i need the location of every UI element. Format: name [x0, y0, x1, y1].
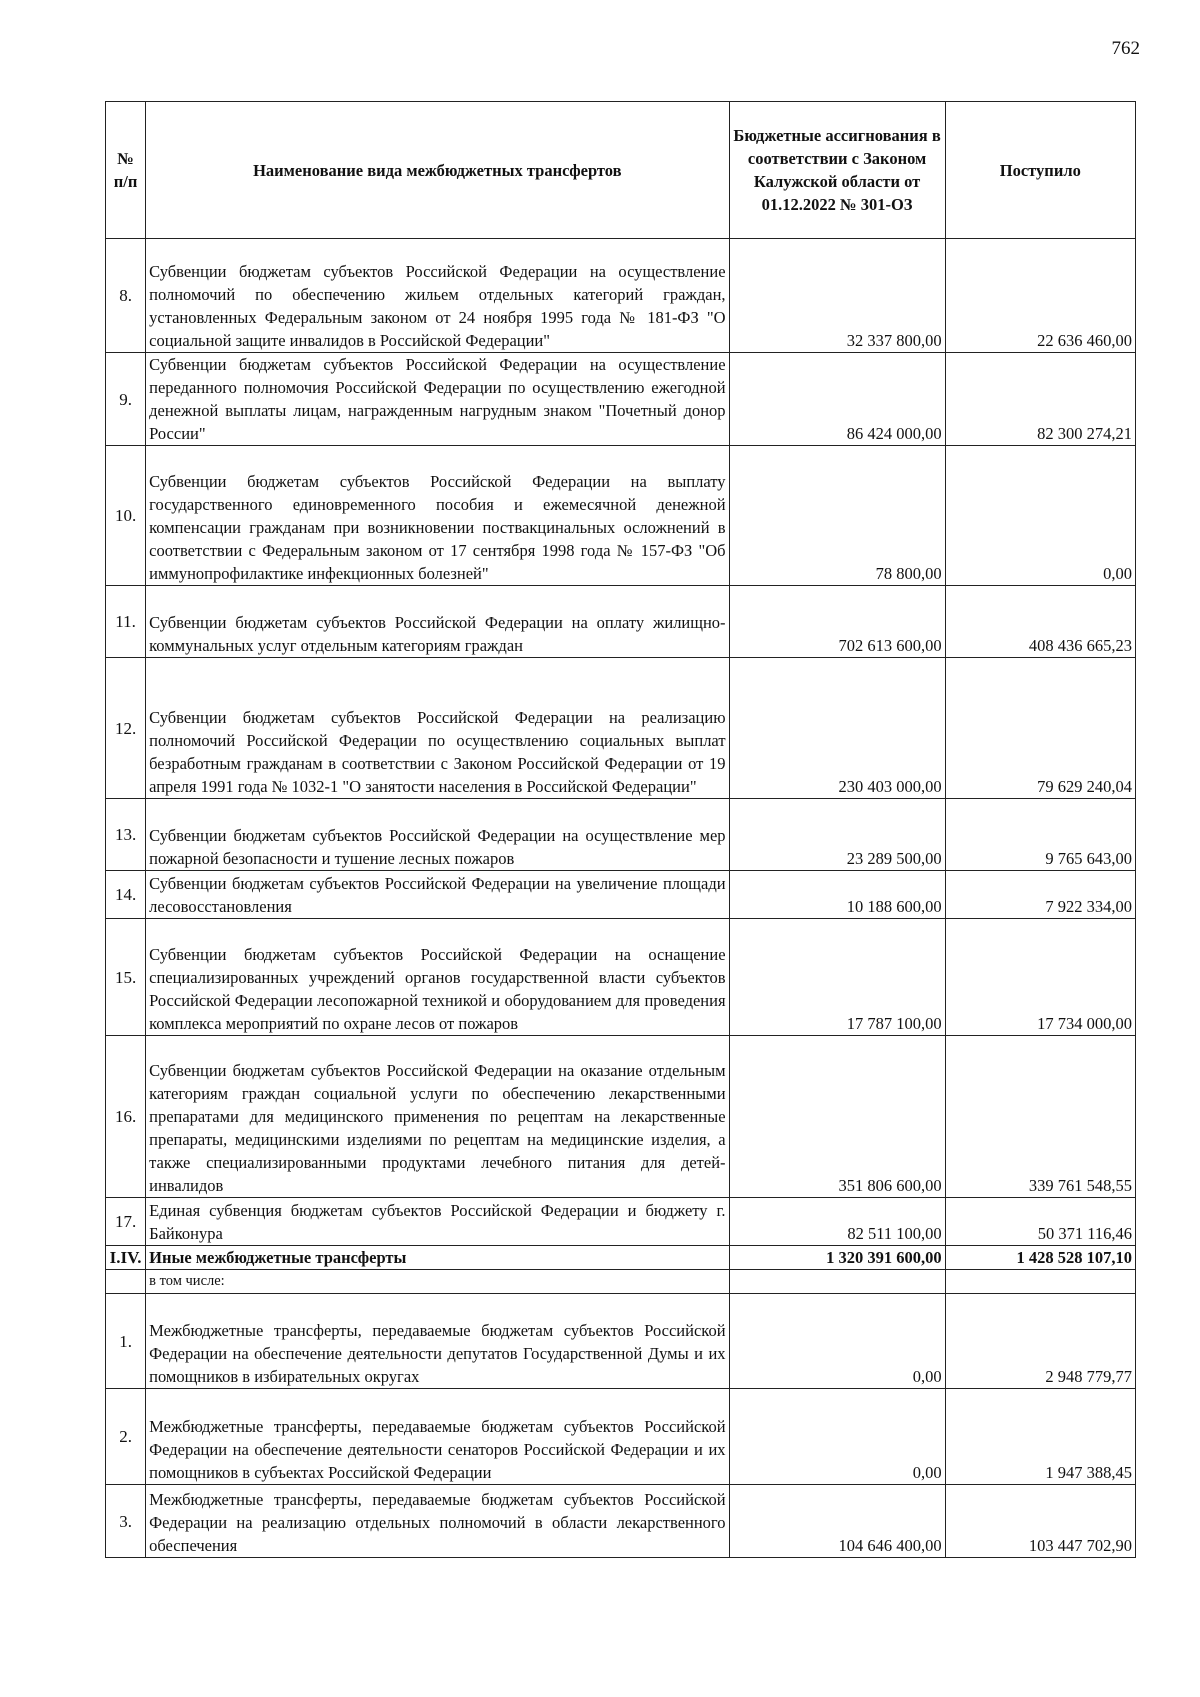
row-number: 12.	[106, 658, 146, 799]
table-header-row	[106, 102, 1136, 239]
row-number: 10.	[106, 446, 146, 586]
table-row	[106, 239, 1136, 353]
including-row	[106, 1270, 1136, 1294]
table-row	[106, 1294, 1136, 1389]
table-row	[106, 1198, 1136, 1246]
row-name: Субвенции бюджетам субъектов Российской Федерации на реализацию полномочий Российской Федерации по осуществлению социальных выплат безработным гражданам в соответствии с Законом Российской Федерации от 19 апреля 1991 года № 1032-1 "О занятости населения в Российской Федерации"	[146, 658, 729, 799]
row-name: Субвенции бюджетам субъектов Российской Федерации на выплату государственного единовременного пособия и ежемесячной денежной компенсации гражданам при возникновении поствакцинальных осложнений в соответствии с Федеральным законом от 17 сентября 1998 года № 157-ФЗ "Об иммунопрофилактике инфекционных болезней"	[146, 446, 729, 586]
row-name: Межбюджетные трансферты, передаваемые бюджетам субъектов Российской Федерации на обеспечение деятельности сенаторов Российской Федерации и их помощников в субъектах Российской Федерации	[146, 1389, 729, 1485]
section-number: I.IV.	[106, 1246, 146, 1270]
row-received: 79 629 240,04	[945, 658, 1135, 799]
row-number: 15.	[106, 919, 146, 1036]
row-number: 1.	[106, 1294, 146, 1389]
row-number: 3.	[106, 1485, 146, 1558]
row-name: Субвенции бюджетам субъектов Российской Федерации на оплату жилищно-коммунальных услуг отдельным категориям граждан	[146, 586, 729, 658]
section-total-row	[106, 1246, 1136, 1270]
table-row	[106, 586, 1136, 658]
row-appropriations: 82 511 100,00	[729, 1198, 945, 1246]
table-row	[106, 446, 1136, 586]
section-received: 1 428 528 107,10	[945, 1246, 1135, 1270]
row-appropriations: 702 613 600,00	[729, 586, 945, 658]
row-number: 11.	[106, 586, 146, 658]
row-name: Единая субвенция бюджетам субъектов Российской Федерации и бюджету г. Байконура	[146, 1198, 729, 1246]
row-number: 8.	[106, 239, 146, 353]
including-number-cell	[106, 1270, 146, 1294]
row-name: Субвенции бюджетам субъектов Российской Федерации на осуществление мер пожарной безопасности и тушение лесных пожаров	[146, 799, 729, 871]
row-received: 339 761 548,55	[945, 1036, 1135, 1198]
row-name: Межбюджетные трансферты, передаваемые бюджетам субъектов Российской Федерации на обеспечение деятельности депутатов Государственной Думы и их помощников в избирательных округах	[146, 1294, 729, 1389]
row-appropriations: 0,00	[729, 1294, 945, 1389]
section-name: Иные межбюджетные трансферты	[146, 1246, 729, 1270]
row-received: 7 922 334,00	[945, 871, 1135, 919]
table-row	[106, 1485, 1136, 1558]
including-received-cell	[945, 1270, 1135, 1294]
table-row	[106, 1036, 1136, 1198]
row-appropriations: 17 787 100,00	[729, 919, 945, 1036]
row-name: Субвенции бюджетам субъектов Российской Федерации на осуществление переданного полномочия Российской Федерации по осуществлению ежегодной денежной выплаты лицам, награжденным нагрудным знаком "Почетный донор России"	[146, 353, 729, 446]
row-name: Субвенции бюджетам субъектов Российской Федерации на оснащение специализированных учреждений органов государственной власти субъектов Российской Федерации лесопожарной техникой и оборудованием для проведения комплекса мероприятий по охране лесов от пожаров	[146, 919, 729, 1036]
row-received: 9 765 643,00	[945, 799, 1135, 871]
header-received: Поступило	[945, 102, 1135, 239]
row-appropriations: 230 403 000,00	[729, 658, 945, 799]
row-appropriations: 0,00	[729, 1389, 945, 1485]
table-row	[106, 919, 1136, 1036]
header-appropriations: Бюджетные ассигнования в соответствии с Законом Калужской области от 01.12.2022 № 301-ОЗ	[729, 102, 945, 239]
row-number: 9.	[106, 353, 146, 446]
row-number: 2.	[106, 1389, 146, 1485]
row-appropriations: 78 800,00	[729, 446, 945, 586]
row-received: 22 636 460,00	[945, 239, 1135, 353]
row-received: 82 300 274,21	[945, 353, 1135, 446]
table-row	[106, 1389, 1136, 1485]
row-received: 408 436 665,23	[945, 586, 1135, 658]
budget-transfers-table	[105, 101, 1136, 1558]
including-label: в том числе:	[146, 1270, 729, 1294]
row-number: 17.	[106, 1198, 146, 1246]
row-received: 50 371 116,46	[945, 1198, 1135, 1246]
row-number: 14.	[106, 871, 146, 919]
header-number: № п/п	[106, 102, 146, 239]
row-received: 0,00	[945, 446, 1135, 586]
row-received: 1 947 388,45	[945, 1389, 1135, 1485]
header-name: Наименование вида межбюджетных трансфертов	[146, 102, 729, 239]
table-row	[106, 799, 1136, 871]
row-name: Субвенции бюджетам субъектов Российской Федерации на осуществление полномочий по обеспечению жильем отдельных категорий граждан, установленных Федеральным законом от 24 ноября 1995 года № 181-ФЗ "О социальной защите инвалидов в Российской Федерации"	[146, 239, 729, 353]
row-received: 103 447 702,90	[945, 1485, 1135, 1558]
row-received: 17 734 000,00	[945, 919, 1135, 1036]
including-appropriations-cell	[729, 1270, 945, 1294]
row-appropriations: 104 646 400,00	[729, 1485, 945, 1558]
row-appropriations: 32 337 800,00	[729, 239, 945, 353]
table-row	[106, 658, 1136, 799]
table-row	[106, 353, 1136, 446]
row-received: 2 948 779,77	[945, 1294, 1135, 1389]
row-name: Субвенции бюджетам субъектов Российской Федерации на оказание отдельным категориям граждан социальной услуги по обеспечению лекарственными препаратами для медицинского применения по рецептам на лекарственные препараты, медицинскими изделиями по рецептам на медицинские изделия, а также специализированными продуктами лечебного питания для детей-инвалидов	[146, 1036, 729, 1198]
row-name: Межбюджетные трансферты, передаваемые бюджетам субъектов Российской Федерации на реализацию отдельных полномочий в области лекарственного обеспечения	[146, 1485, 729, 1558]
row-appropriations: 10 188 600,00	[729, 871, 945, 919]
section-appropriations: 1 320 391 600,00	[729, 1246, 945, 1270]
row-name: Субвенции бюджетам субъектов Российской Федерации на увеличение площади лесовосстановления	[146, 871, 729, 919]
page-number: 762	[1111, 38, 1140, 59]
row-appropriations: 86 424 000,00	[729, 353, 945, 446]
row-number: 16.	[106, 1036, 146, 1198]
row-number: 13.	[106, 799, 146, 871]
row-appropriations: 351 806 600,00	[729, 1036, 945, 1198]
row-appropriations: 23 289 500,00	[729, 799, 945, 871]
table-row	[106, 871, 1136, 919]
